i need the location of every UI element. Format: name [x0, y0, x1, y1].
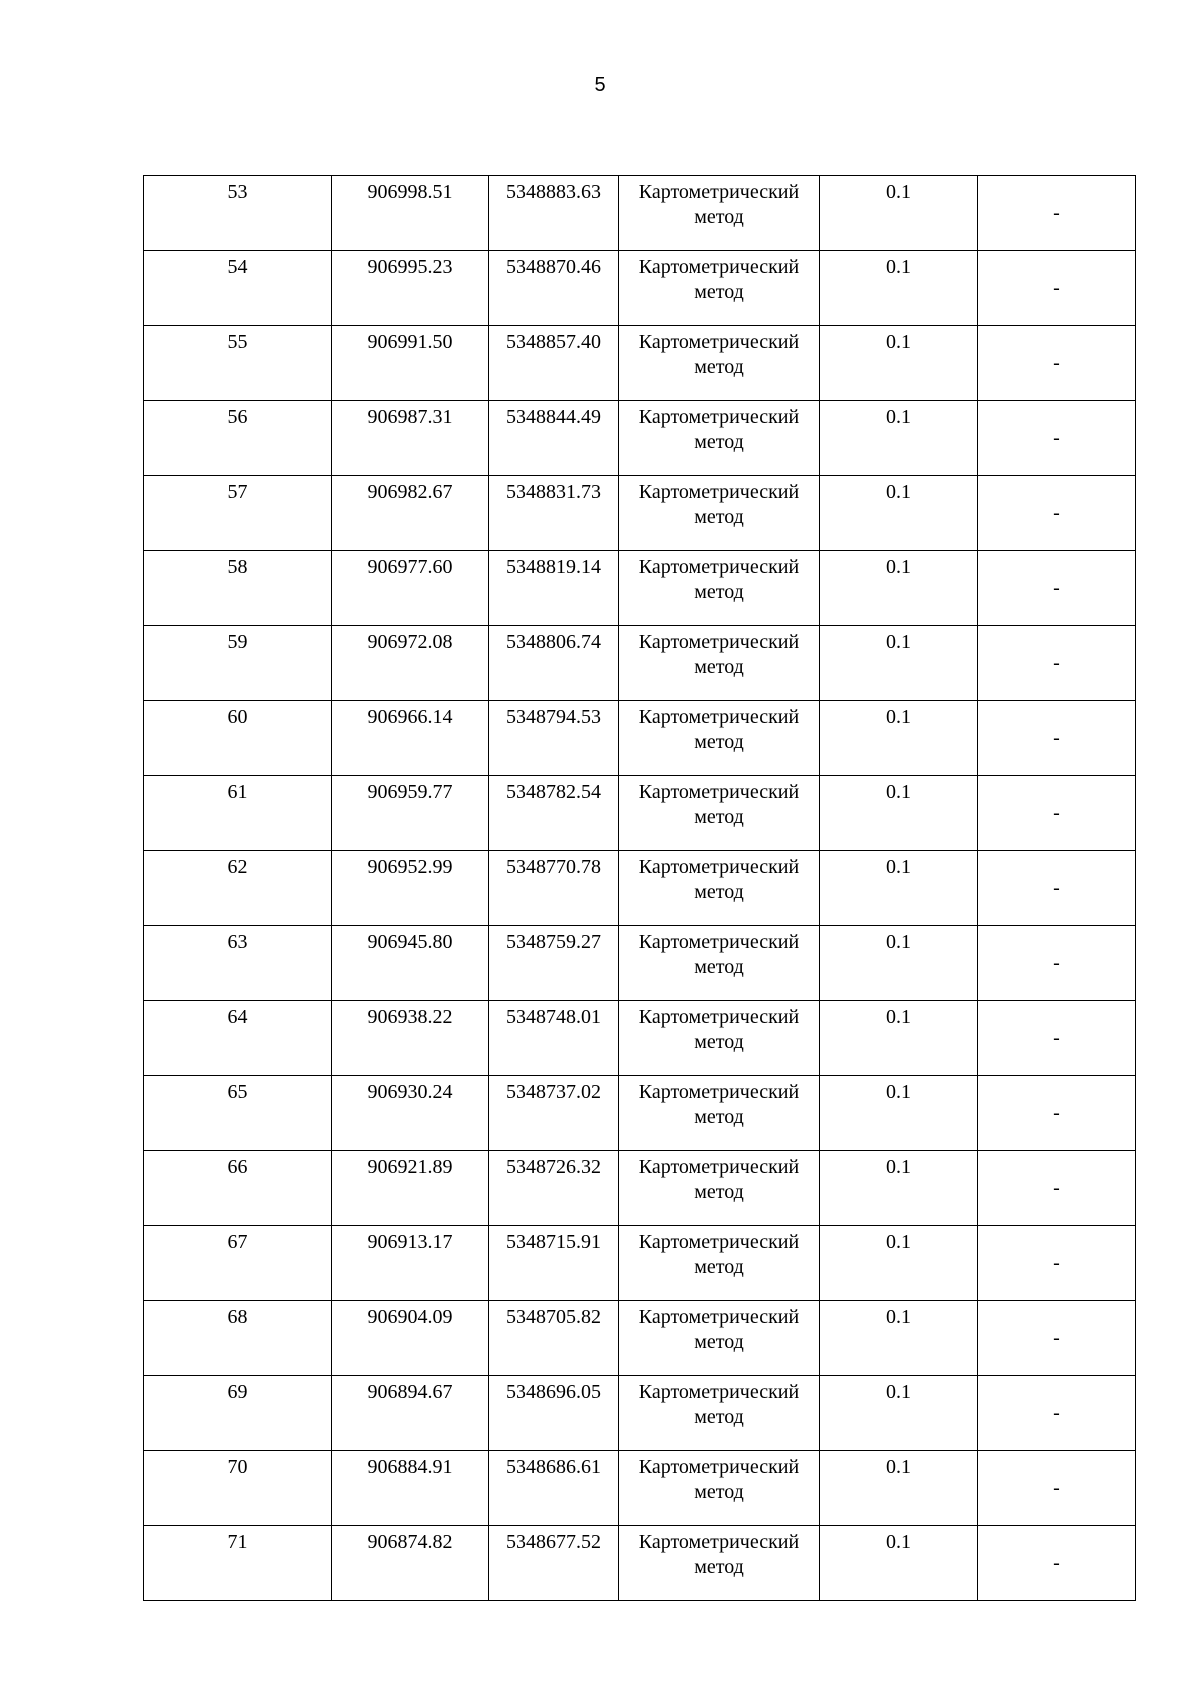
- method-cell: Картометрический метод: [619, 926, 820, 1001]
- extra-cell: -: [978, 1451, 1136, 1526]
- point-number-cell: 63: [144, 926, 332, 1001]
- x-coordinate-cell: 906987.31: [332, 401, 489, 476]
- precision-cell: 0.1: [820, 551, 978, 626]
- extra-cell: -: [978, 476, 1136, 551]
- y-coordinate-cell: 5348726.32: [489, 1151, 619, 1226]
- table-row: [144, 476, 1136, 551]
- precision-cell: 0.1: [820, 1301, 978, 1376]
- method-cell: Картометрический метод: [619, 701, 820, 776]
- point-number-cell: 59: [144, 626, 332, 701]
- point-number-cell: 68: [144, 1301, 332, 1376]
- page-number: 5: [594, 74, 606, 96]
- method-cell: Картометрический метод: [619, 326, 820, 401]
- extra-cell: -: [978, 1376, 1136, 1451]
- point-number-cell: 62: [144, 851, 332, 926]
- y-coordinate-cell: 5348705.82: [489, 1301, 619, 1376]
- y-coordinate-cell: 5348794.53: [489, 701, 619, 776]
- method-cell: Картометрический метод: [619, 251, 820, 326]
- precision-cell: 0.1: [820, 251, 978, 326]
- y-coordinate-cell: 5348748.01: [489, 1001, 619, 1076]
- table-row: [144, 626, 1136, 701]
- method-cell: Картометрический метод: [619, 401, 820, 476]
- table-row: [144, 1001, 1136, 1076]
- x-coordinate-cell: 906904.09: [332, 1301, 489, 1376]
- x-coordinate-cell: 906952.99: [332, 851, 489, 926]
- extra-cell: -: [978, 1526, 1136, 1601]
- table-row: [144, 851, 1136, 926]
- method-cell: Картометрический метод: [619, 1076, 820, 1151]
- method-cell: Картометрический метод: [619, 851, 820, 926]
- extra-cell: -: [978, 1226, 1136, 1301]
- extra-cell: -: [978, 401, 1136, 476]
- precision-cell: 0.1: [820, 1076, 978, 1151]
- method-cell: Картометрический метод: [619, 551, 820, 626]
- method-cell: Картометрический метод: [619, 1226, 820, 1301]
- method-cell: Картометрический метод: [619, 1151, 820, 1226]
- method-cell: Картометрический метод: [619, 776, 820, 851]
- extra-cell: -: [978, 1151, 1136, 1226]
- table-row: [144, 326, 1136, 401]
- point-number-cell: 60: [144, 701, 332, 776]
- method-cell: Картометрический метод: [619, 1526, 820, 1601]
- extra-cell: -: [978, 776, 1136, 851]
- method-cell: Картометрический метод: [619, 1376, 820, 1451]
- point-number-cell: 70: [144, 1451, 332, 1526]
- table-row: [144, 551, 1136, 626]
- table-row: [144, 1226, 1136, 1301]
- method-cell: Картометрический метод: [619, 1301, 820, 1376]
- point-number-cell: 66: [144, 1151, 332, 1226]
- precision-cell: 0.1: [820, 1151, 978, 1226]
- precision-cell: 0.1: [820, 1001, 978, 1076]
- precision-cell: 0.1: [820, 701, 978, 776]
- y-coordinate-cell: 5348831.73: [489, 476, 619, 551]
- precision-cell: 0.1: [820, 176, 978, 251]
- method-cell: Картометрический метод: [619, 476, 820, 551]
- table-row: [144, 1076, 1136, 1151]
- extra-cell: -: [978, 1001, 1136, 1076]
- y-coordinate-cell: 5348759.27: [489, 926, 619, 1001]
- coordinates-table: [143, 175, 1136, 1601]
- x-coordinate-cell: 906995.23: [332, 251, 489, 326]
- y-coordinate-cell: 5348819.14: [489, 551, 619, 626]
- extra-cell: -: [978, 701, 1136, 776]
- method-cell: Картометрический метод: [619, 626, 820, 701]
- point-number-cell: 53: [144, 176, 332, 251]
- precision-cell: 0.1: [820, 401, 978, 476]
- extra-cell: -: [978, 1301, 1136, 1376]
- extra-cell: -: [978, 1076, 1136, 1151]
- x-coordinate-cell: 906972.08: [332, 626, 489, 701]
- point-number-cell: 61: [144, 776, 332, 851]
- y-coordinate-cell: 5348870.46: [489, 251, 619, 326]
- x-coordinate-cell: 906930.24: [332, 1076, 489, 1151]
- x-coordinate-cell: 906874.82: [332, 1526, 489, 1601]
- table-row: [144, 176, 1136, 251]
- x-coordinate-cell: 906921.89: [332, 1151, 489, 1226]
- point-number-cell: 69: [144, 1376, 332, 1451]
- precision-cell: 0.1: [820, 476, 978, 551]
- point-number-cell: 58: [144, 551, 332, 626]
- x-coordinate-cell: 906991.50: [332, 326, 489, 401]
- y-coordinate-cell: 5348737.02: [489, 1076, 619, 1151]
- x-coordinate-cell: 906938.22: [332, 1001, 489, 1076]
- precision-cell: 0.1: [820, 776, 978, 851]
- extra-cell: -: [978, 326, 1136, 401]
- precision-cell: 0.1: [820, 1376, 978, 1451]
- precision-cell: 0.1: [820, 926, 978, 1001]
- extra-cell: -: [978, 251, 1136, 326]
- y-coordinate-cell: 5348857.40: [489, 326, 619, 401]
- x-coordinate-cell: 906884.91: [332, 1451, 489, 1526]
- extra-cell: -: [978, 551, 1136, 626]
- y-coordinate-cell: 5348806.74: [489, 626, 619, 701]
- extra-cell: -: [978, 176, 1136, 251]
- precision-cell: 0.1: [820, 1526, 978, 1601]
- y-coordinate-cell: 5348677.52: [489, 1526, 619, 1601]
- extra-cell: -: [978, 626, 1136, 701]
- point-number-cell: 65: [144, 1076, 332, 1151]
- point-number-cell: 71: [144, 1526, 332, 1601]
- table-row: [144, 401, 1136, 476]
- point-number-cell: 57: [144, 476, 332, 551]
- table-row: [144, 776, 1136, 851]
- y-coordinate-cell: 5348715.91: [489, 1226, 619, 1301]
- table-row: [144, 926, 1136, 1001]
- point-number-cell: 67: [144, 1226, 332, 1301]
- precision-cell: 0.1: [820, 626, 978, 701]
- table-row: [144, 1301, 1136, 1376]
- method-cell: Картометрический метод: [619, 1001, 820, 1076]
- precision-cell: 0.1: [820, 1451, 978, 1526]
- x-coordinate-cell: 906977.60: [332, 551, 489, 626]
- x-coordinate-cell: 906945.80: [332, 926, 489, 1001]
- point-number-cell: 54: [144, 251, 332, 326]
- table-row: [144, 1526, 1136, 1601]
- method-cell: Картометрический метод: [619, 176, 820, 251]
- y-coordinate-cell: 5348770.78: [489, 851, 619, 926]
- method-cell: Картометрический метод: [619, 1451, 820, 1526]
- x-coordinate-cell: 906913.17: [332, 1226, 489, 1301]
- point-number-cell: 55: [144, 326, 332, 401]
- precision-cell: 0.1: [820, 851, 978, 926]
- y-coordinate-cell: 5348883.63: [489, 176, 619, 251]
- precision-cell: 0.1: [820, 1226, 978, 1301]
- y-coordinate-cell: 5348686.61: [489, 1451, 619, 1526]
- extra-cell: -: [978, 851, 1136, 926]
- x-coordinate-cell: 906966.14: [332, 701, 489, 776]
- point-number-cell: 56: [144, 401, 332, 476]
- x-coordinate-cell: 906894.67: [332, 1376, 489, 1451]
- coordinates-table-body: [144, 176, 1136, 1601]
- y-coordinate-cell: 5348696.05: [489, 1376, 619, 1451]
- extra-cell: -: [978, 926, 1136, 1001]
- table-row: [144, 1451, 1136, 1526]
- x-coordinate-cell: 906982.67: [332, 476, 489, 551]
- y-coordinate-cell: 5348782.54: [489, 776, 619, 851]
- table-row: [144, 1376, 1136, 1451]
- table-row: [144, 701, 1136, 776]
- y-coordinate-cell: 5348844.49: [489, 401, 619, 476]
- x-coordinate-cell: 906998.51: [332, 176, 489, 251]
- precision-cell: 0.1: [820, 326, 978, 401]
- x-coordinate-cell: 906959.77: [332, 776, 489, 851]
- point-number-cell: 64: [144, 1001, 332, 1076]
- table-row: [144, 251, 1136, 326]
- table-row: [144, 1151, 1136, 1226]
